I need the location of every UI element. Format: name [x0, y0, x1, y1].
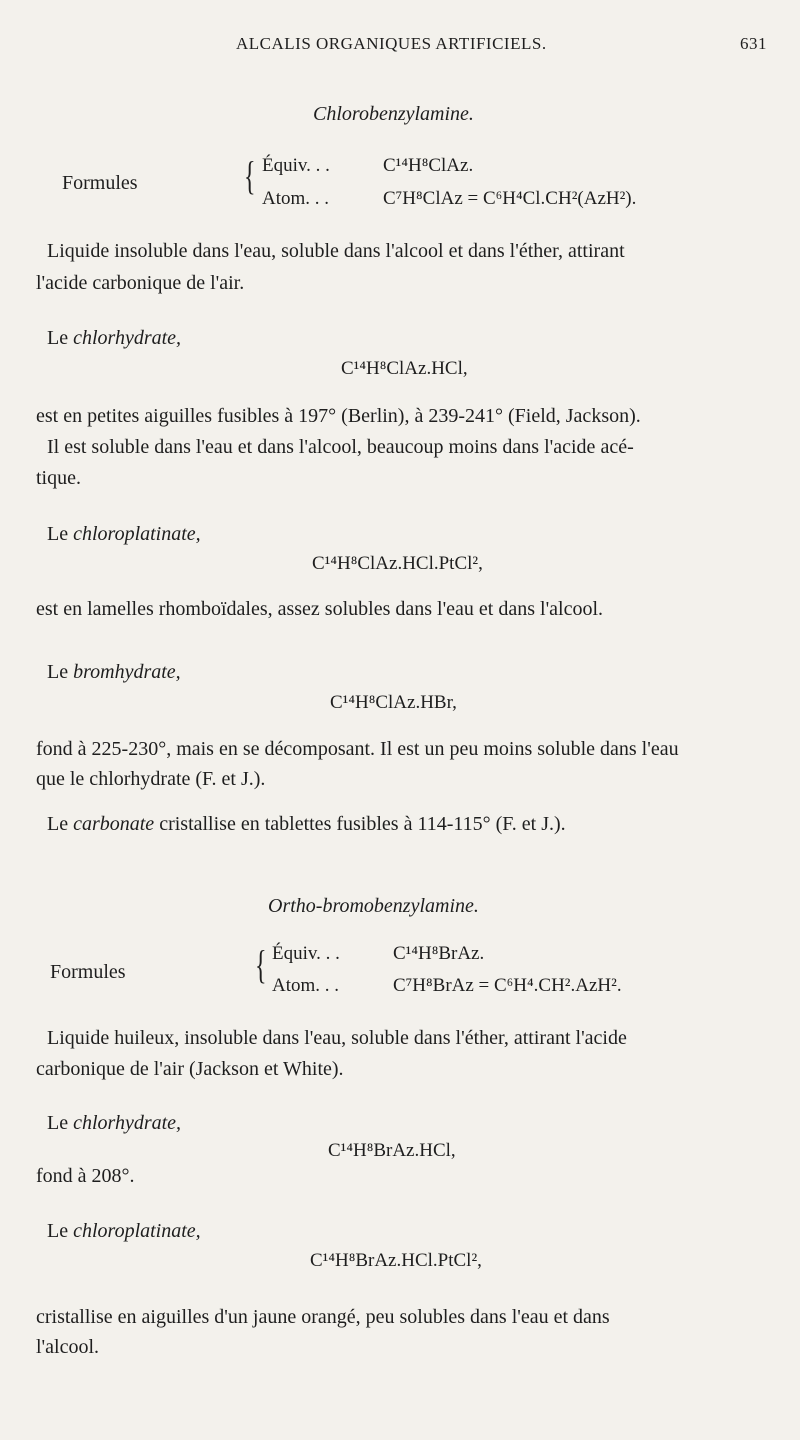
- atom-label: Atom. . .: [272, 975, 340, 996]
- description-line: fond à 225-230°, mais en se décomposant. Il est un peu moins soluble dans l'eau: [36, 738, 679, 760]
- chlorhydrate-formula: C¹⁴H⁸ClAz.HCl,: [341, 358, 468, 379]
- chloroplatinate-heading: [47, 523, 201, 546]
- intro-word: Le: [47, 661, 69, 683]
- equiv-formula: C¹⁴H⁸ClAz.: [383, 155, 474, 176]
- description-line: fond à 208°.: [36, 1165, 135, 1187]
- description-line: cristallise en aiguilles d'un jaune orangé, peu solubles dans l'eau et dans: [36, 1306, 610, 1328]
- description-line: Il est soluble dans l'eau et dans l'alcool, beaucoup moins dans l'acide acé-: [47, 436, 634, 458]
- formulas-label: Formules: [50, 961, 126, 983]
- description-line: est en petites aiguilles fusibles à 197° (Berlin), à 239-241° (Field, Jackson).: [36, 405, 641, 427]
- intro-word: Le: [47, 327, 69, 349]
- compound-name: bromhydrate,: [73, 661, 181, 683]
- bromhydrate-heading: [47, 661, 181, 684]
- compound-name: chloroplatinate,: [73, 1220, 201, 1242]
- formulas-label: Formules: [62, 172, 138, 194]
- chloroplatinate-formula: C¹⁴H⁸BrAz.HCl.PtCl²,: [310, 1250, 482, 1271]
- carbonate-description: cristallise en tablettes fusibles à 114-115° (F. et J.).: [159, 813, 566, 835]
- intro-word: Le: [47, 1112, 69, 1134]
- section-title-ortho-bromobenzylamine: Ortho-bromobenzylamine.: [268, 895, 479, 917]
- compound-name: chlorhydrate,: [73, 327, 182, 349]
- description-line: l'acide carbonique de l'air.: [36, 272, 245, 294]
- atom-formula: C⁷H⁸ClAz = C⁶H⁴Cl.CH²(AzH²).: [383, 188, 637, 209]
- compound-name: carbonate: [73, 813, 155, 835]
- description-line: est en lamelles rhomboïdales, assez solubles dans l'eau et dans l'alcool.: [36, 598, 604, 620]
- description-line: que le chlorhydrate (F. et J.).: [36, 768, 266, 790]
- description-line: Liquide insoluble dans l'eau, soluble dans l'alcool et dans l'éther, attirant: [47, 240, 625, 262]
- chlorhydrate-formula: C¹⁴H⁸BrAz.HCl,: [328, 1140, 456, 1161]
- carbonate-line: [47, 813, 566, 836]
- description-line: tique.: [36, 467, 81, 489]
- page-number: 631: [740, 34, 767, 53]
- description-line: carbonique de l'air (Jackson et White).: [36, 1058, 344, 1080]
- running-title: ALCALIS ORGANIQUES ARTIFICIELS.: [236, 34, 547, 53]
- section-title-chlorobenzylamine: Chlorobenzylamine.: [313, 103, 474, 125]
- equiv-label: Équiv. . .: [272, 943, 340, 964]
- equiv-label: Équiv. . .: [262, 155, 330, 176]
- chlorhydrate-heading: [47, 1112, 181, 1135]
- brace-symbol: {: [244, 153, 256, 198]
- bromhydrate-formula: C¹⁴H⁸ClAz.HBr,: [330, 692, 457, 713]
- description-line: l'alcool.: [36, 1336, 100, 1358]
- intro-word: Le: [47, 813, 69, 835]
- atom-label: Atom. . .: [262, 188, 330, 209]
- intro-word: Le: [47, 1220, 69, 1242]
- chloroplatinate-heading: [47, 1220, 201, 1243]
- compound-name: chlorhydrate,: [73, 1112, 182, 1134]
- compound-name: chloroplatinate,: [73, 523, 201, 545]
- atom-formula: C⁷H⁸BrAz = C⁶H⁴.CH².AzH².: [393, 975, 622, 996]
- brace-symbol: {: [255, 942, 267, 987]
- chlorhydrate-heading: [47, 327, 181, 350]
- intro-word: Le: [47, 523, 69, 545]
- chloroplatinate-formula: C¹⁴H⁸ClAz.HCl.PtCl²,: [312, 553, 483, 574]
- equiv-formula: C¹⁴H⁸BrAz.: [393, 943, 485, 964]
- description-line: Liquide huileux, insoluble dans l'eau, soluble dans l'éther, attirant l'acide: [47, 1027, 627, 1049]
